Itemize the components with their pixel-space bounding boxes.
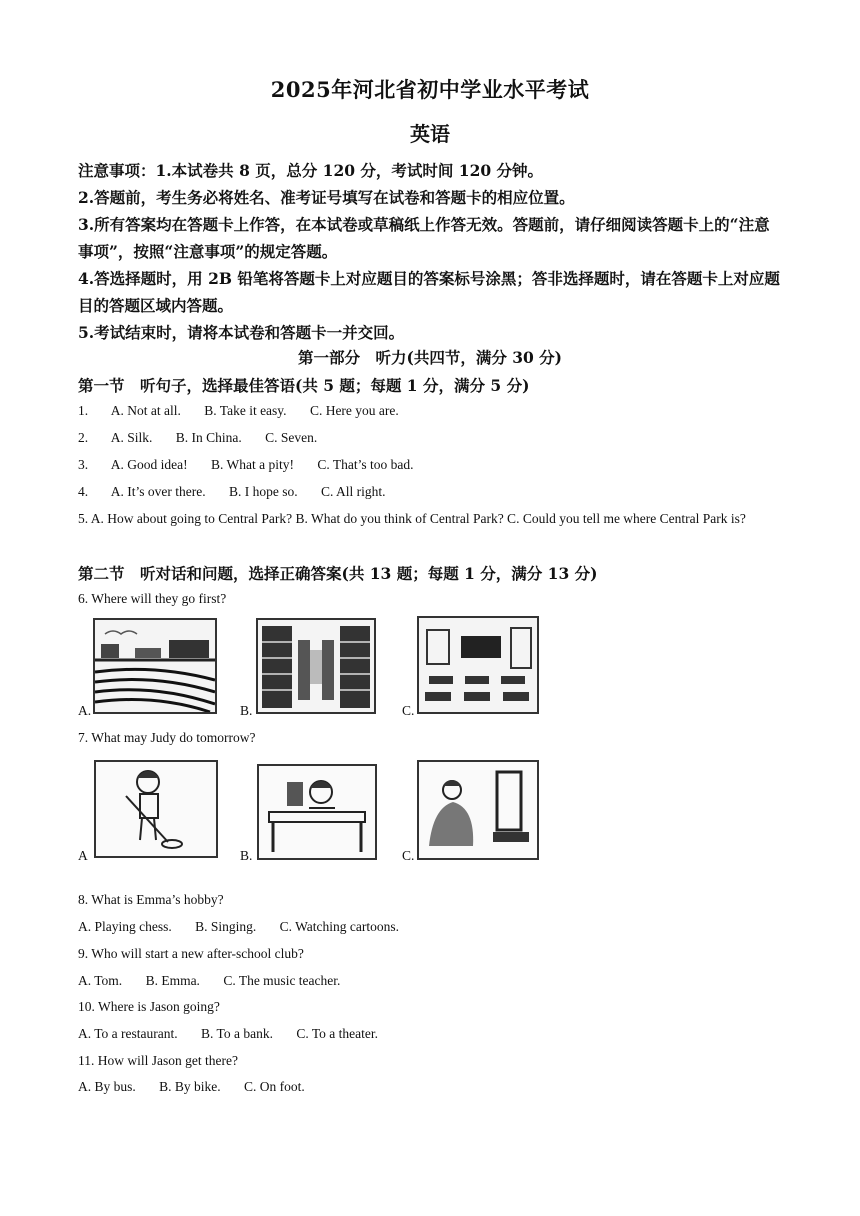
television-icon [419,762,537,858]
question-5: 5. A. How about going to Central Park? B. What do you think of Central Park? C. Could you tell me where Central Park is? [78,511,746,526]
q7-label-c: C. [402,848,415,863]
exam-subject: 英语 [410,122,450,146]
option-c: C. The music teacher. [223,973,341,988]
option-c: C. Here you are. [309,403,399,418]
girl-sweeping-picture [94,760,218,858]
q6-label-a: A. [78,703,92,718]
question-9-options [78,967,788,994]
option-b: B. To a bank. [201,1026,273,1041]
option-a: A. Good idea! [110,457,188,472]
bookshelf-icon [258,620,374,712]
q6-label-b: B. [240,703,253,718]
option-a: A. Silk. [110,430,153,445]
question-1 [78,397,788,424]
option-b: B. Take it easy. [204,403,287,418]
girl-sweeping-icon [96,762,216,856]
question-10-options [78,1020,788,1047]
option-c: C. Seven. [265,430,318,445]
option-b: B. By bike. [159,1079,221,1094]
option-c: C. All right. [320,484,386,499]
question-7: 7. What may Judy do tomorrow? [78,730,256,745]
question-8: 8. What is Emma’s hobby? [78,892,224,907]
girl-studying-picture [257,764,377,860]
option-c: C. To a theater. [296,1026,379,1041]
exam-title: 2025年河北省初中学业水平考试 [270,77,590,102]
instruction-3: 3.所有答案均在答题卡上作答，在本试卷或草稿纸上作答无效。答题前，请仔细阅读答题卡上的“注意事项”，按照“注意事项”的规定答题。 [78,215,770,261]
question-number: 3. [78,457,89,472]
question-11: 11. How will Jason get there? [78,1053,238,1068]
question-11-options [78,1073,788,1100]
q7-label-a: A [78,848,88,863]
question-4 [78,478,788,505]
option-c: C. That’s too bad. [317,457,414,472]
question-10: 10. Where is Jason going? [78,999,220,1014]
option-a: A. By bus. [78,1079,136,1094]
classroom-picture [417,616,539,714]
classroom-icon [419,618,537,712]
option-a: A. It’s over there. [110,484,206,499]
question-8-options [78,913,788,940]
instruction-4: 4.答选择题时，用 2B 铅笔将答题卡上对应题目的答案标号涂黑；答非选择题时，请在答题卡上对应题目的答题区域内答题。 [78,269,780,315]
instruction-2: 2.答题前，考生务必将姓名、准考证号填写在试卷和答题卡的相应位置。 [78,188,575,207]
question-2 [78,424,788,451]
running-track-picture [93,618,217,714]
option-b: B. Singing. [195,919,257,934]
option-b: B. Emma. [145,973,200,988]
question-3 [78,451,788,478]
section-heading-2: 第二节 听对话和问题，选择正确答案(共 13 题；每题 1 分，满分 13 分) [78,564,598,583]
question-number: 1. [78,403,89,418]
option-b: B. In China. [175,430,242,445]
q7-label-b: B. [240,848,253,863]
option-a: A. Tom. [78,973,123,988]
question-9: 9. Who will start a new after-school club? [78,946,304,961]
instruction-1: 注意事项：1.本试卷共 8 页，总分 120 分，考试时间 120 分钟。 [78,161,544,180]
option-a: A. Playing chess. [78,919,172,934]
option-b: B. What a pity! [211,457,294,472]
q6-label-c: C. [402,703,415,718]
instruction-5: 5.考试结束时，请将本试卷和答题卡一并交回。 [78,323,405,342]
section-heading-1: 第一节 听句子，选择最佳答语(共 5 题；每题 1 分，满分 5 分) [78,376,530,395]
option-a: A. Not at all. [110,403,181,418]
girl-at-desk-icon [259,766,375,858]
option-b: B. I hope so. [228,484,298,499]
question-6: 6. Where will they go first? [78,591,227,606]
question-number: 4. [78,484,89,499]
running-track-icon [95,620,215,712]
option-c: C. On foot. [244,1079,305,1094]
question-number: 2. [78,430,89,445]
option-a: A. To a restaurant. [78,1026,178,1041]
part-heading: 第一部分 听力(共四节，满分 30 分) [297,348,563,367]
library-picture [256,618,376,714]
girl-watching-tv-picture [417,760,539,860]
exam-instructions [78,157,784,346]
option-c: C. Watching cartoons. [279,919,400,934]
